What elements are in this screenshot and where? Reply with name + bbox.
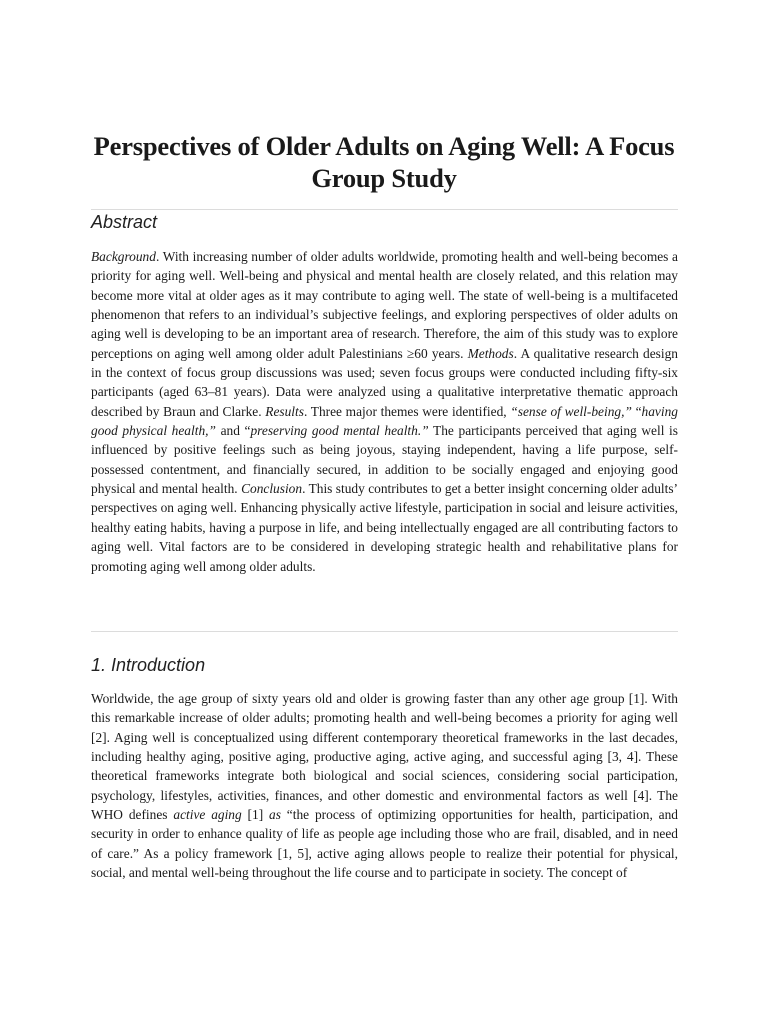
theme-3: preserving good mental health.” [250,423,429,439]
background-text: . With increasing number of older adults worldwide, promoting health and well-being becomes a priority for aging well. Well-being and physical and mental health are closely related, and this relation may become more vital at older ages as it may contribute to aging well. The state of well-being is a multifaceted phenomenon that refers to an individual’s subjective feelings, and exploring perspectives of older adults on aging well is developing to be an important area of research. Therefore, the aim of this study was to explore perceptions on aging well among older adult Palestinians ≥60 years. [91,249,678,361]
introduction-heading: 1. Introduction [91,655,206,675]
theme-1: “sense of well-being,” [510,403,632,419]
introduction-divider [91,631,678,632]
results-label: Results [265,403,304,419]
abstract-heading: Abstract [91,212,158,232]
intro-text-2: [1] [241,807,270,823]
intro-text-3: “the process of optimizing opportunities for health, participation, and security in order to enhance quality of life as people age including those who are frail, disabled, and in need of care.” As a policy framework [1, 5], active aging allows people to realize their potential for physical, social, and mental well-being throughout the life course and to participate in society. The concept of [91,807,679,881]
intro-text-1: Worldwide, the age group of sixty years old and older is growing faster than any other age group [1]. With this remarkable increase of older adults; promoting health and well-being becomes a priority for aging well [2]. Aging well is conceptualized using different contemporary theoretical frameworks in the last decades, including healthy aging, positive aging, productive aging, active aging, and successful aging [3, 4]. These theoretical frameworks integrate both biological and social sciences, considering social participation, psychology, lifestyles, activities, finances, and other domestic and environmental factors as well [4]. The WHO defines [91,691,678,823]
conclusion-text: . This study contributes to get a better insight concerning older adults’ perspectives on aging well. Enhancing physically active lifestyle, participation in social and leisure activities, healthy eating habits, having a purpose in life, and being intellectually engaged are all contributing factors to aging well. Vital factors are to be considered in developing strategic health and rehabilitative plans for promoting aging well among older adults. [91,481,678,574]
introduction-paragraph [91,689,678,882]
results-sep-2: and “ [215,423,251,439]
background-label: Background [91,249,156,264]
conclusion-label: Conclusion [241,481,303,497]
theme-2: having good physical health,” [91,403,678,439]
results-text-2: The participants perceived that aging well is influenced by positive feelings such as being joyous, staying independent, having a life purpose, self-possessed contentment, and financially secured, in addition to be socially engaged and enjoying good physical and mental health. [91,423,678,497]
abstract-divider [91,209,678,210]
abstract-paragraph [91,247,678,576]
paper-title: Perspectives of Older Adults on Aging Well: A Focus Group Study [93,130,675,193]
methods-label: Methods [467,345,514,361]
results-sep-1: “ [631,403,642,419]
results-text-1: . Three major themes were identified, [303,403,511,419]
as-word: as [269,807,281,823]
methods-text: . A qualitative research design in the context of focus group discussions was used; seven focus groups were conducted including fifty-six participants (aged 63–81 years). Data were analyzed using a qualitative interpretative thematic approach described by Braun and Clarke. [91,345,678,419]
active-aging-term: active aging [173,807,242,823]
